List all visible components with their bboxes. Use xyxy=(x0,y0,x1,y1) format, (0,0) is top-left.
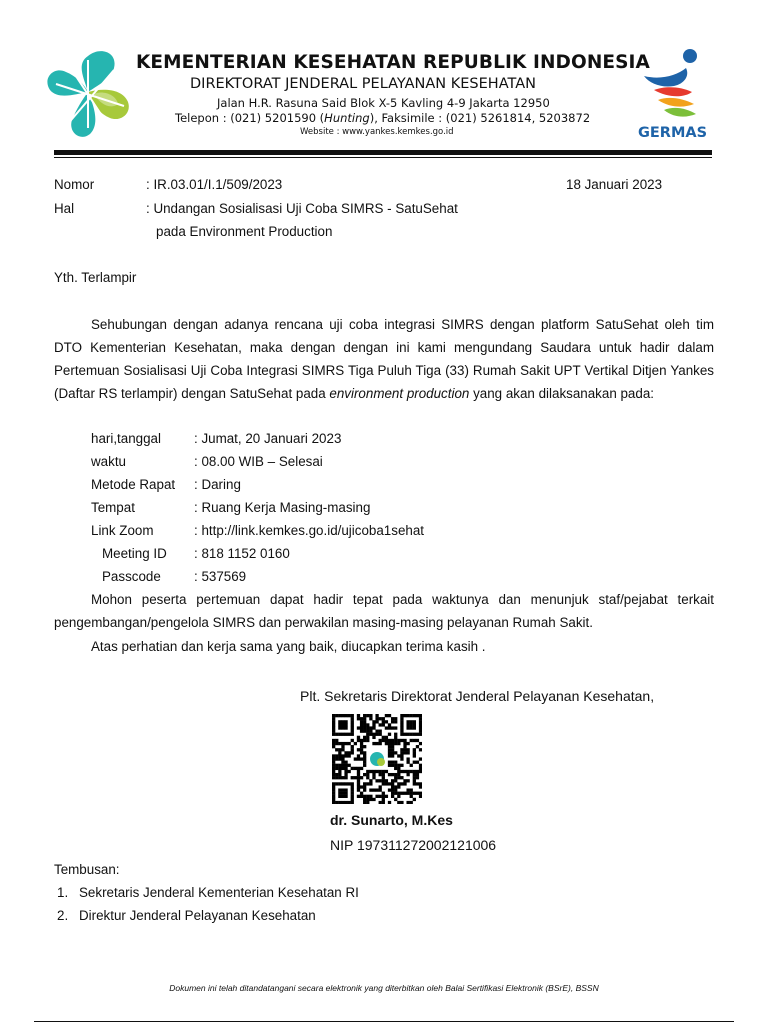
kop-subtitle: DIREKTORAT JENDERAL PELAYANAN KESEHATAN xyxy=(190,76,536,92)
signer-position: Plt. Sekretaris Direktorat Jenderal Pelayanan Kesehatan, xyxy=(300,688,655,704)
kop-title: KEMENTERIAN KESEHATAN REPUBLIK INDONESIA xyxy=(136,52,650,73)
nomor-value: : IR.03.01/I.1/509/2023 xyxy=(146,177,283,192)
tembusan-num: 1. xyxy=(57,885,69,900)
signature-qr-code xyxy=(332,714,422,804)
hal-value: : Undangan Sosialisasi Uji Coba SIMRS - SatuSehat xyxy=(146,201,458,216)
hal-value-cont: pada Environment Production xyxy=(156,224,333,239)
body-paragraph-2: Mohon peserta pertemuan dapat hadir tepat pada waktunya dan menunjuk staf/pejabat terkait pengembangan/pengelola SIMRS dan perwakilan masing-masing pelayanan Rumah Sakit. xyxy=(54,592,714,630)
tembusan-item: Direktur Jenderal Pelayanan Kesehatan xyxy=(79,908,316,923)
zoom-link[interactable]: : http://link.kemkes.go.id/ujicoba1sehat xyxy=(194,523,425,538)
addressee: Yth. Terlampir xyxy=(54,270,137,285)
detail-value: : Ruang Kerja Masing-masing xyxy=(194,500,371,515)
detail-value: : 537569 xyxy=(194,569,247,584)
detail-label: Passcode xyxy=(102,569,161,584)
detail-label: Meeting ID xyxy=(102,546,167,561)
detail-label: waktu xyxy=(91,454,126,469)
letter-date: 18 Januari 2023 xyxy=(566,177,663,192)
kop-divider-thick xyxy=(54,150,712,155)
detail-value: : Daring xyxy=(194,477,241,492)
germas-logo xyxy=(640,46,712,124)
kop-address: Jalan H.R. Rasuna Said Blok X-5 Kavling 4-9 Jakarta 12950 xyxy=(217,96,550,110)
kop-phone: Telepon : (021) 5201590 (Hunting), Faksimile : (021) 5261814, 5203872 xyxy=(175,111,591,125)
body-paragraph-3: Atas perhatian dan kerja sama yang baik, diucapkan terima kasih . xyxy=(91,639,486,654)
signer-name: dr. Sunarto, M.Kes xyxy=(330,812,453,828)
tembusan-item: Sekretaris Jenderal Kementerian Kesehatan RI xyxy=(79,885,359,900)
tembusan-label: Tembusan: xyxy=(54,862,120,877)
nomor-label: Nomor xyxy=(54,177,95,192)
esign-footer-note: Dokumen ini telah ditandatangani secara elektronik yang diterbitkan oleh Balai Sertifikasi Elektronik (BSrE), BSSN xyxy=(169,983,599,993)
detail-value: : 818 1152 0160 xyxy=(194,546,290,561)
detail-value: : 08.00 WIB – Selesai xyxy=(194,454,323,469)
detail-value: : Jumat, 20 Januari 2023 xyxy=(194,431,342,446)
kop-divider-thin xyxy=(54,157,712,158)
germas-label: GERMAS xyxy=(638,125,708,141)
detail-label: Link Zoom xyxy=(91,523,154,538)
meeting-details xyxy=(0,431,768,591)
detail-label: hari,tanggal xyxy=(91,431,161,446)
kop-website: Website : www.yankes.kemkes.go.id xyxy=(300,127,454,137)
footer-rule xyxy=(34,1021,734,1022)
tembusan-num: 2. xyxy=(57,908,69,923)
body-paragraph-1: Sehubungan dengan adanya rencana uji coba integrasi SIMRS dengan platform SatuSehat oleh tim DTO Kementerian Kesehatan, maka dengan dengan ini kami mengundang Saudara untuk hadir dalam Pertemuan Sosialisasi Uji Coba Integrasi SIMRS Tiga Puluh Tiga (33) Rumah Sakit UPT Vertikal Ditjen Yankes (Daftar RS terlampir) dengan SatuSehat pada environment production yang akan dilaksanakan pada: xyxy=(54,317,714,401)
signer-nip: NIP 197311272002121006 xyxy=(330,837,497,853)
detail-label: Metode Rapat xyxy=(91,477,176,492)
detail-label: Tempat xyxy=(91,500,135,515)
kemenkes-logo xyxy=(44,48,132,140)
hal-label: Hal xyxy=(54,201,75,216)
